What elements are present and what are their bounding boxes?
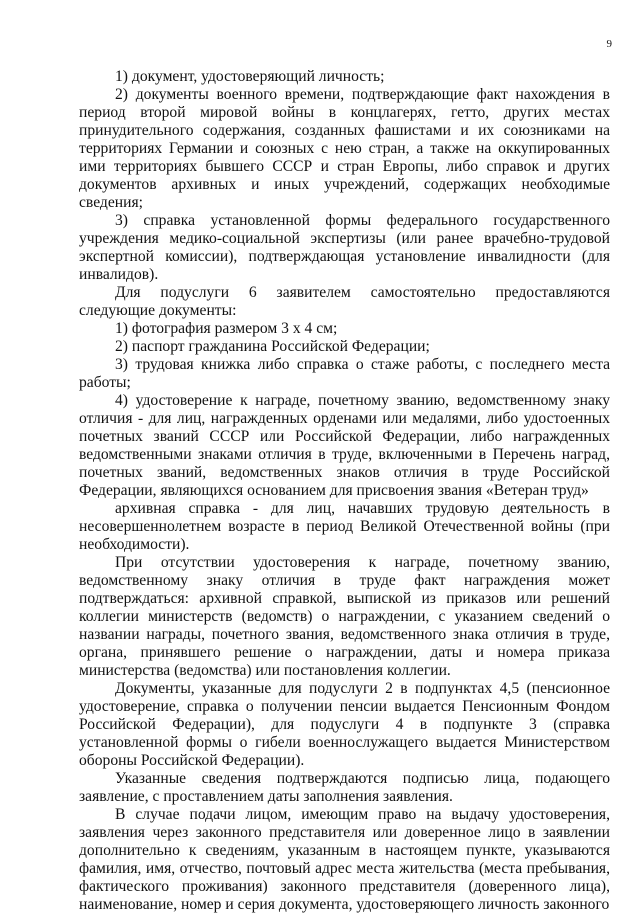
document-body [79,68,610,914]
paragraph: В случае подачи лицом, имеющим право на выдачу удостоверения, заявления через законного представителя или доверенное лицо в заявлении дополнительно к сведениям, указанным в настоящем пункте, указываются фамилия, имя, отчество, почтовый адрес места жительства (места пребывания, фактического проживания) законного представителя (доверенного лица), наименование, номер и серия документа, удостоверяющего личность законного [79,806,610,913]
paragraph: 4) удостоверение к награде, почетному званию, ведомственному знаку отличия - для лиц, награжденных орденами или медалями, либо удостоенных почетных званий СССР или Российской Федерации, либо награжденных ведомственными знаками отличия в труде, включенными в Перечень наград, почетных званий, ведомственных знаков отличия в труде Российской Федерации, являющихся основанием для присвоения звания «Ветеран труд» [79,392,610,499]
paragraph: Указанные сведения подтверждаются подписью лица, подающего заявление, с проставлением даты заполнения заявления. [79,770,610,805]
paragraph: 1) фотография размером 3 х 4 см; [115,320,338,337]
paragraph: 2) паспорт гражданина Российской Федерации; [115,338,430,355]
paragraph: 3) трудовая книжка либо справка о стаже работы, с последнего места работы; [79,356,610,391]
paragraph: архивная справка - для лиц, начавших трудовую деятельность в несовершеннолетнем возрасте в период Великой Отечественной войны (при необходимости). [79,500,610,553]
paragraph: При отсутствии удостоверения к награде, почетному званию, ведомственному знаку отличия в труде факт награждения может подтверждаться: архивной справкой, выпиской из приказов или решений коллегии министерств (ведомств) о награждении, с указанием сведений о названии награды, почетного звания, ведомственного знака отличия в труде, органа, принявшего решение о награждении, даты и номера приказа министерства (ведомства) или постановления коллегии. [79,554,610,679]
paragraph: 2) документы военного времени, подтверждающие факт нахождения в период второй мировой войны в концлагерях, гетто, других местах принудительного содержания, созданных фашистами и их союзниками на территориях Германии и союзных с нею стран, а также на оккупированных ими территориях бывшего СССР и стран Европы, либо справок и других документов архивных и иных учреждений, содержащих необходимые сведения; [79,86,610,211]
paragraph: 1) документ, удостоверяющий личность; [115,68,385,85]
paragraph: 3) справка установленной формы федерального государственного учреждения медико-социальной экспертизы (или ранее врачебно-трудовой экспертной комиссии), подтверждающая установление инвалидности (для инвалидов). [79,212,610,283]
paragraph: Для подуслуги 6 заявителем самостоятельно предоставляются следующие документы: [79,284,610,319]
page-number: 9 [606,38,612,50]
paragraph: Документы, указанные для подуслуги 2 в подпунктах 4,5 (пенсионное удостоверение, справка о получении пенсии выдается Пенсионным Фондом Российской Федерации), для подуслуги 4 в подпункте 3 (справка установленной формы о гибели военнослужащего выдается Министерством обороны Российской Федерации). [79,680,610,769]
